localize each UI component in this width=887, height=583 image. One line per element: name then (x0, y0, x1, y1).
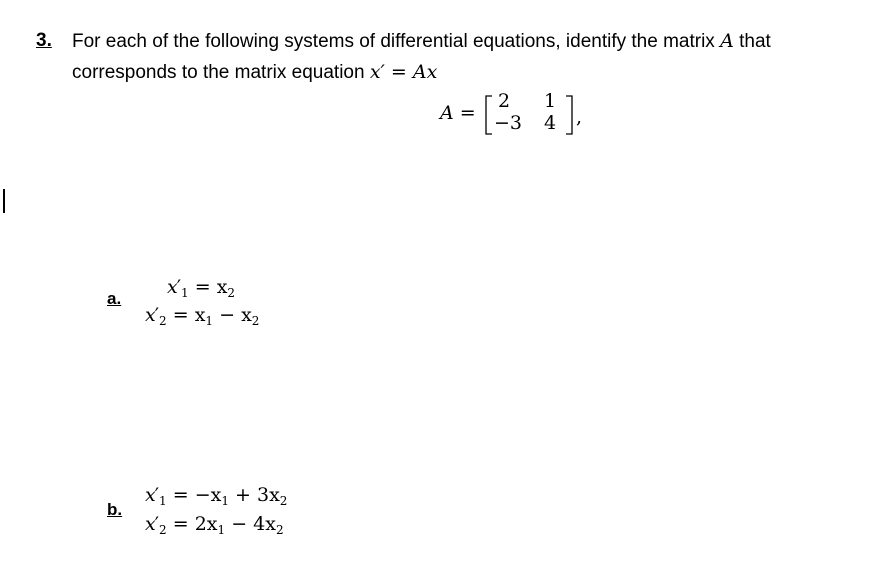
part-a-equation-1: $x'_1 = x_2$ (167, 276, 236, 300)
part-a-label: a. (107, 289, 122, 308)
rhs-sub: 1 (217, 523, 226, 537)
part-a-equation-2: $x'_2 = x_1 - x_2$ (145, 304, 260, 328)
tail-sub: 2 (275, 523, 284, 537)
sub: 2 (159, 314, 167, 328)
matrix-equation: x′ = Ax (369, 61, 438, 83)
question-text-end: that (733, 31, 771, 52)
tail-sub: 2 (279, 494, 288, 508)
var: x (145, 304, 156, 326)
rhs-sub: 1 (205, 314, 214, 328)
rhs-sub: 1 (221, 494, 229, 508)
rhs: = 2x (172, 513, 218, 535)
part-b-label: b. (107, 500, 123, 519)
question-text-line1 (72, 30, 771, 53)
text-cursor (3, 189, 5, 213)
var: x (145, 484, 156, 506)
matrix-variable: A (720, 30, 734, 52)
sub: 1 (159, 494, 167, 508)
part-b-equation-1: $x'_1 = -x_1 + 3x_2$ (145, 484, 288, 508)
tail: − 4x (231, 513, 276, 535)
part-b-equation-2: $x'_2 = 2x_1 - 4x_2$ (145, 513, 284, 537)
rhs: = −x (172, 484, 222, 506)
question-number: 3. (36, 30, 52, 51)
matrix-cell-r2c1: −3 (494, 112, 523, 134)
question-text: For each of the following systems of differential equations, identify the matrix (72, 31, 721, 52)
sub: 1 (181, 286, 189, 300)
var: x (145, 513, 156, 535)
question-text-2: corresponds to the matrix equation (72, 62, 370, 83)
var: x (167, 276, 178, 298)
rhs-sub: 2 (227, 286, 236, 300)
tail-sub: 2 (251, 314, 260, 328)
left-bracket (486, 96, 492, 134)
matrix-cell-r1c2: 1 (544, 90, 557, 112)
rhs: = x (172, 304, 206, 326)
tail: − x (219, 304, 252, 326)
matrix-comma: , (576, 106, 583, 128)
sub: 2 (159, 523, 167, 537)
rhs: = x (194, 276, 228, 298)
matrix-cell-r1c1: 2 (498, 90, 511, 112)
tail: + 3x (235, 484, 280, 506)
right-bracket (566, 96, 572, 134)
question-text-line2 (72, 61, 437, 84)
matrix-label: A = (440, 102, 476, 124)
example-matrix (440, 90, 583, 138)
matrix-cell-r2c2: 4 (544, 112, 557, 134)
